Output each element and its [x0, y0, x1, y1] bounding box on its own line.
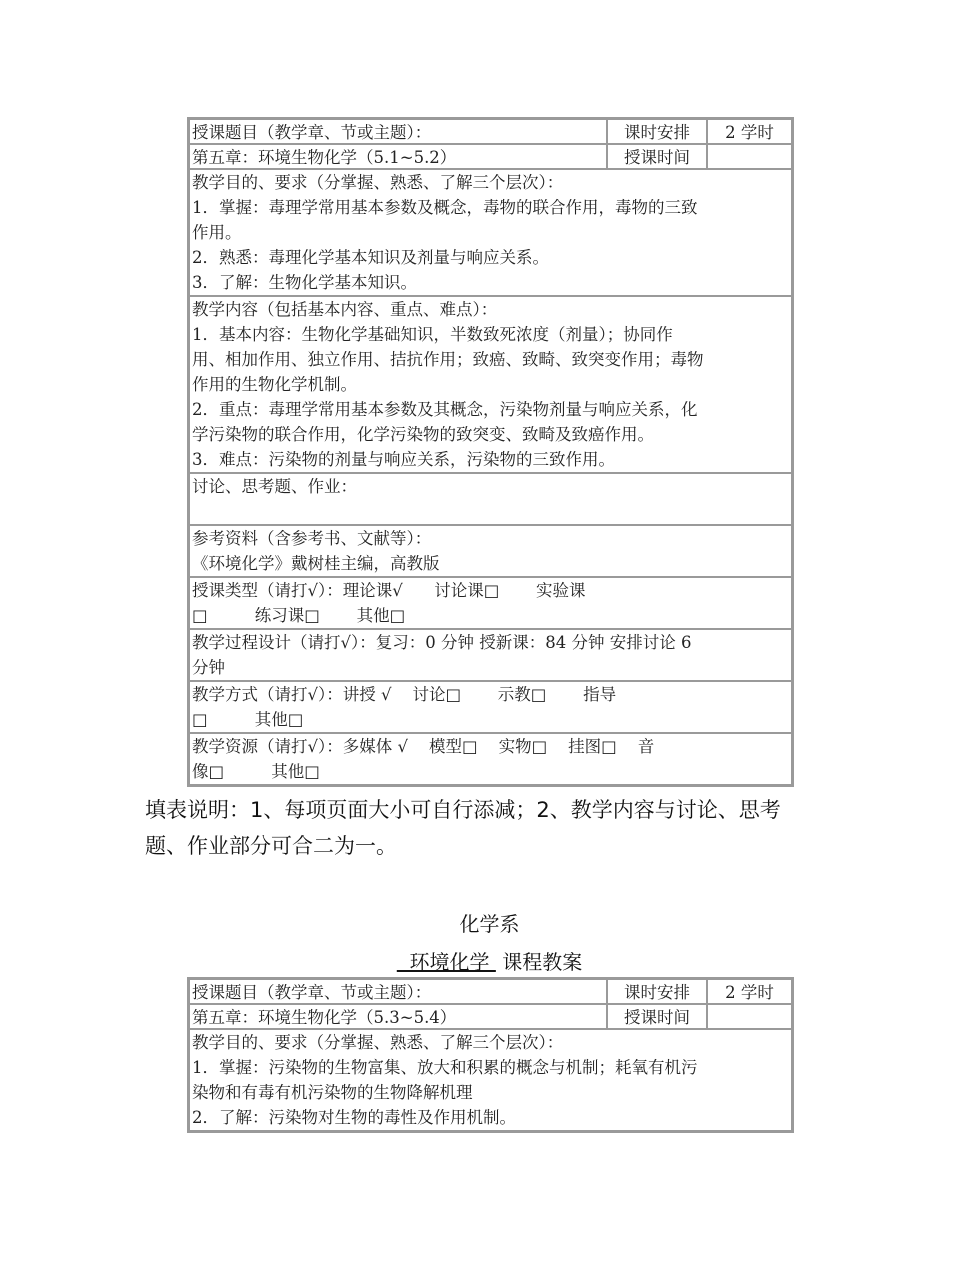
department-title: 化学系: [459, 912, 520, 936]
objectives-line: 3．了解：生物化学基本知识。: [192, 273, 417, 292]
references-line: 《环境化学》戴树桂主编，高教版: [192, 554, 440, 573]
references-section: [189, 525, 792, 577]
lesson-plan-table-1: [187, 117, 794, 787]
objectives-line: 教学目的、要求（分掌握、熟悉、了解三个层次）：: [192, 1033, 564, 1052]
chapter-title: 第五章：环境生物化学（5.3~5.4）: [189, 1004, 607, 1029]
lesson-type-line: 授课类型（请打√）：理论课√ 讨论课□ 实验课: [192, 581, 586, 600]
content-line: 作用的生物化学机制。: [192, 375, 357, 394]
hours-value: 2 学时: [707, 119, 792, 144]
time-label: 授课时间: [607, 144, 707, 169]
lesson-type-section: [189, 577, 792, 629]
content-line: 教学内容（包括基本内容、重点、难点）：: [192, 300, 498, 319]
content-line: 2．重点：毒理学常用基本参数及其概念，污染物剂量与响应关系，化: [192, 400, 698, 419]
discussion-line: 讨论、思考题、作业：: [192, 477, 357, 496]
time-value: [707, 144, 792, 169]
hours-label: 课时安排: [607, 979, 707, 1004]
discussion-section: [189, 473, 792, 525]
chapter-title: 第五章：环境生物化学（5.1~5.2）: [189, 144, 607, 169]
objectives-line: 2．了解：污染物对生物的毒性及作用机制。: [192, 1108, 516, 1127]
process-line: 教学过程设计（请打√）：复习：0 分钟 授新课：84 分钟 安排讨论 6: [192, 633, 692, 652]
method-line: □ 其他□: [192, 710, 304, 729]
references-line: 参考资料（含参考书、文献等）：: [192, 529, 432, 548]
table2-header: [189, 979, 792, 1029]
content-section: [189, 296, 792, 473]
resources-line: 教学资源（请打√）：多媒体 √ 模型□ 实物□ 挂图□ 音: [192, 737, 655, 756]
objectives-line: 染物和有毒有机污染物的生物降解机理: [192, 1083, 473, 1102]
hours-value: 2 学时: [707, 979, 792, 1004]
objectives-line: 2．熟悉：毒理化学基本知识及剂量与响应关系。: [192, 248, 549, 267]
resources-section: [189, 733, 792, 785]
lesson-type-line: □ 练习课□ 其他□: [192, 606, 406, 625]
process-section: [189, 629, 792, 681]
hours-label: 课时安排: [607, 119, 707, 144]
instructions-line: 填表说明：1、每项页面大小可自行添减；2、教学内容与讨论、思考: [145, 798, 781, 822]
topic-label: 授课题目（教学章、节或主题）：: [189, 979, 607, 1004]
resources-line: 像□ 其他□: [192, 762, 320, 781]
table1-header: [189, 119, 792, 169]
course-title-suffix: 课程教案: [502, 950, 583, 974]
topic-label: 授课题目（教学章、节或主题）：: [189, 119, 607, 144]
instructions-line: 题、作业部分可合二为一。: [145, 834, 397, 858]
time-value: [707, 1004, 792, 1029]
time-label: 授课时间: [607, 1004, 707, 1029]
objectives-line: 1．掌握：污染物的生物富集、放大和积累的概念与机制；耗氧有机污: [192, 1058, 698, 1077]
objectives-line: 作用。: [192, 223, 242, 242]
method-line: 教学方式（请打√）：讲授 √ 讨论□ 示教□ 指导: [192, 685, 617, 704]
objectives-section: [189, 169, 792, 296]
content-line: 用、相加作用、独立作用、拮抗作用；致癌、致畸、致突变作用；毒物: [192, 350, 704, 369]
course-plan-title: [0, 946, 979, 975]
form-instructions: [145, 792, 825, 864]
objectives-line: 教学目的、要求（分掌握、熟悉、了解三个层次）：: [192, 173, 564, 192]
course-name: 环境化学: [409, 950, 490, 974]
process-line: 分钟: [192, 658, 225, 677]
content-line: 1．基本内容：生物化学基础知识，半数致死浓度（剂量）；协同作: [192, 325, 673, 344]
objectives-line: 1．掌握：毒理学常用基本参数及概念，毒物的联合作用，毒物的三致: [192, 198, 698, 217]
objectives-section: [189, 1029, 792, 1131]
method-section: [189, 681, 792, 733]
content-line: 学污染物的联合作用，化学污染物的致突变、致畸及致癌作用。: [192, 425, 654, 444]
lesson-plan-table-2: [187, 977, 794, 1133]
content-line: 3．难点：污染物的剂量与响应关系，污染物的三致作用。: [192, 450, 615, 469]
